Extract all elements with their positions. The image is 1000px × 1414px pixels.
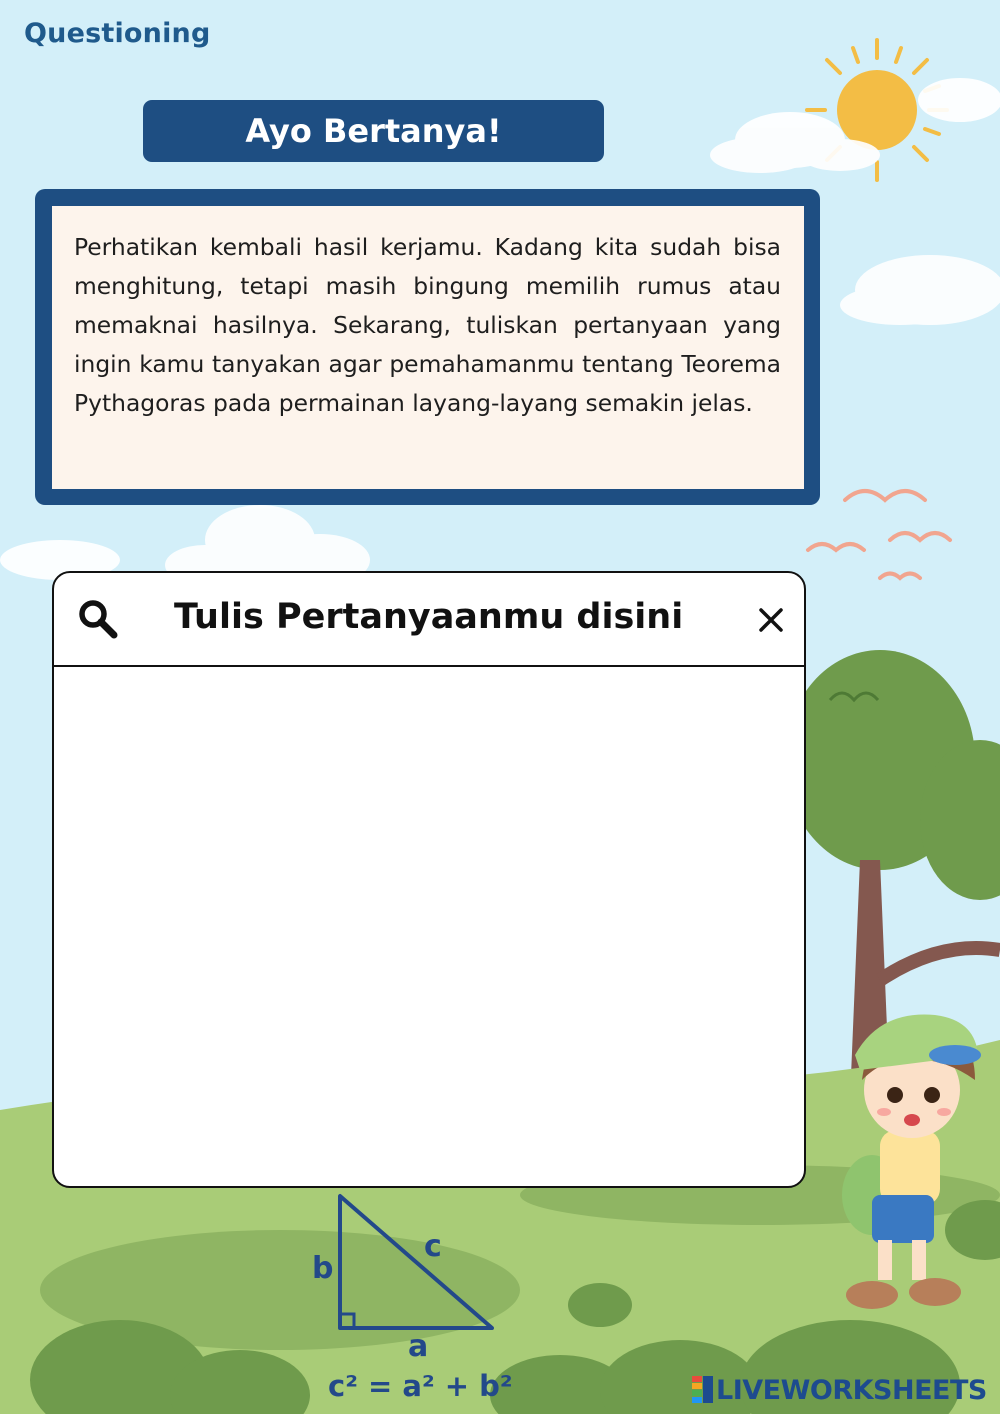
pythagoras-formula: c² = a² + b² bbox=[328, 1369, 513, 1403]
question-box bbox=[52, 571, 806, 1188]
page-title: Ayo Bertanya! bbox=[245, 112, 502, 150]
side-a-label: a bbox=[408, 1329, 429, 1364]
side-c-label: c bbox=[424, 1229, 442, 1264]
instruction-panel bbox=[35, 189, 820, 505]
instruction-inner bbox=[52, 206, 804, 489]
question-title: Tulis Pertanyaanmu disini bbox=[174, 597, 684, 637]
brand-text: LIVEWORKSHEETS bbox=[716, 1374, 987, 1406]
pythagoras-triangle bbox=[300, 1188, 530, 1408]
cloud-right bbox=[840, 255, 1000, 325]
close-icon[interactable] bbox=[755, 604, 787, 636]
liveworksheets-logo-icon bbox=[692, 1376, 714, 1404]
brand-footer bbox=[692, 1372, 987, 1408]
search-icon[interactable] bbox=[76, 597, 120, 641]
question-answer-input[interactable] bbox=[54, 669, 804, 1186]
title-banner bbox=[143, 100, 604, 162]
right-angle-marker bbox=[340, 1314, 354, 1328]
section-label: Questioning bbox=[24, 18, 211, 49]
instruction-text: Perhatikan kembali hasil kerjamu. Kadang kita sudah bisa menghitung, tetapi masih bingung memilih rumus atau memaknai hasilnya. Sekarang, tuliskan pertanyaan yang ingin kamu tanyakan agar pemahamanmu tentang Teorema Pythagoras pada permainan layang-layang semakin jelas. bbox=[74, 233, 781, 417]
triangle-shape bbox=[340, 1196, 492, 1328]
side-b-label: b bbox=[312, 1251, 334, 1286]
question-header bbox=[54, 573, 804, 667]
birds-icon bbox=[808, 491, 950, 578]
